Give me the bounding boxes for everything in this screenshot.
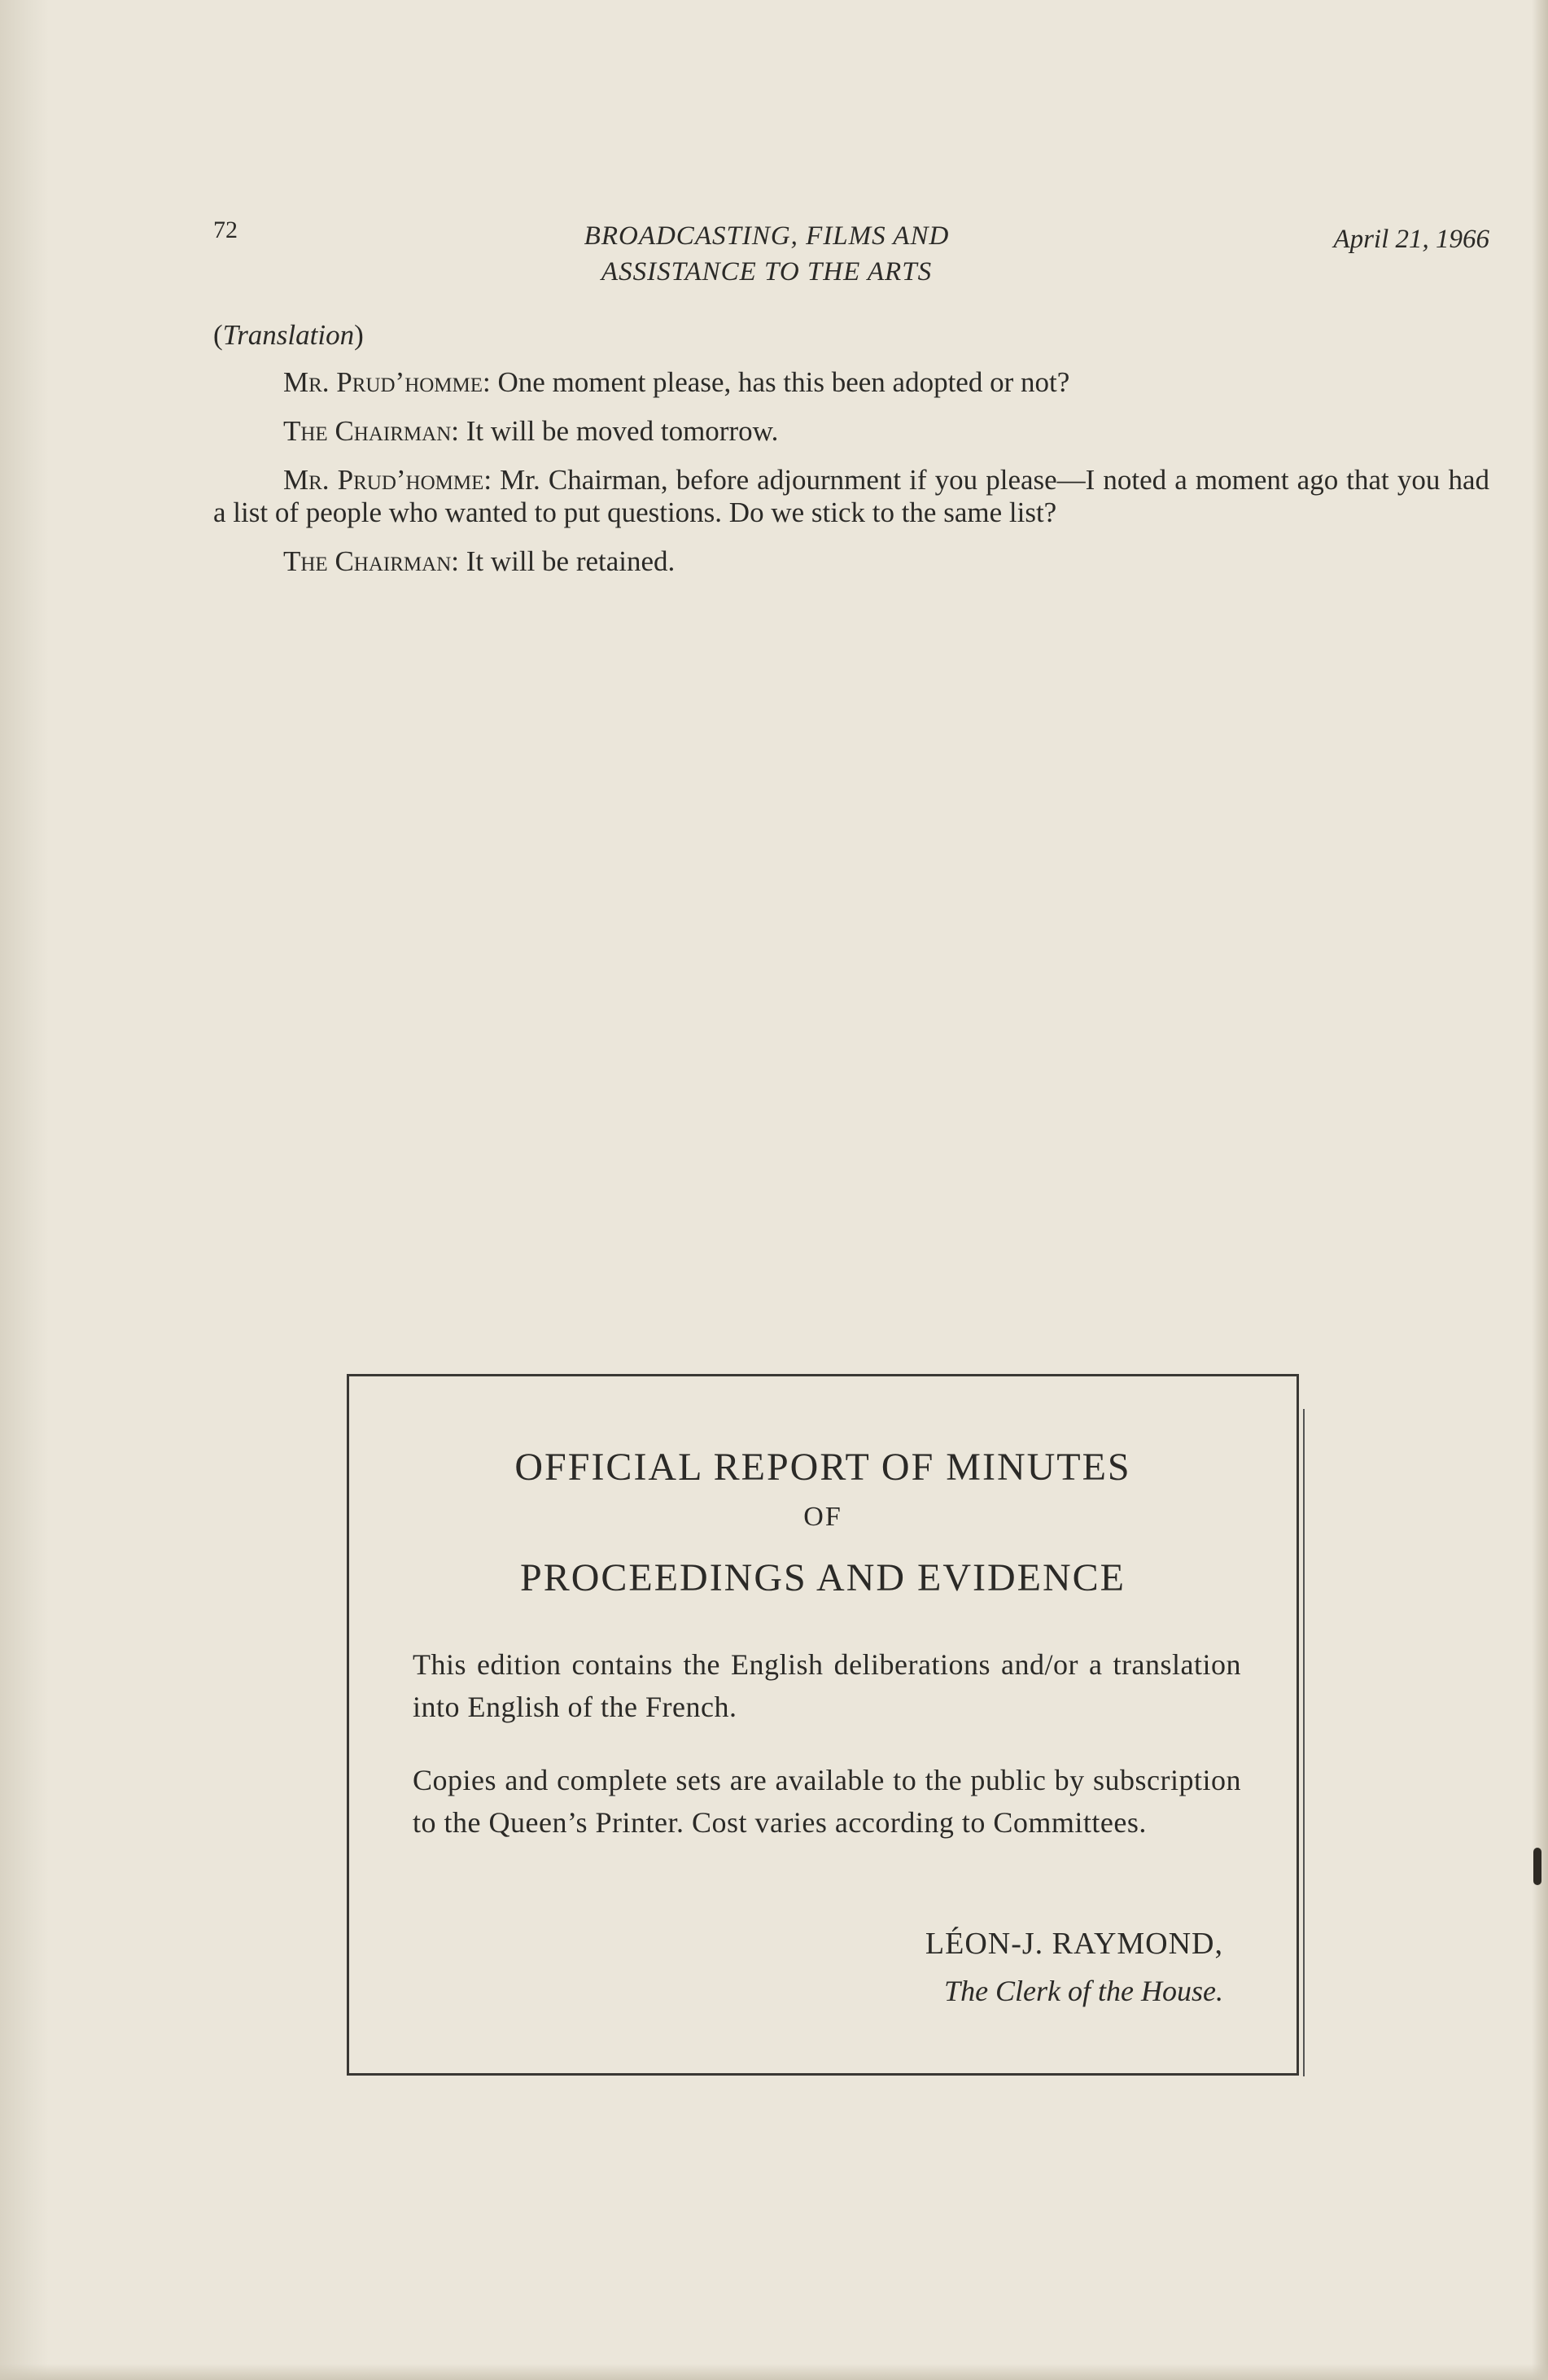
official-report-notice: [347, 1374, 1299, 2076]
notice-subscription-note: Copies and complete sets are available to the public by subscription to the Queen’s Printer. Cost varies according to Committees.: [413, 1764, 1241, 1839]
running-title-line-2: ASSISTANCE TO THE ARTS: [601, 257, 933, 287]
language-note: (Translation): [213, 319, 364, 351]
page-date: April 21, 1966: [1333, 225, 1489, 254]
speaker-name: The Chairman: [283, 415, 452, 447]
speech-entry: [213, 464, 1489, 529]
page-edge-bottom: [0, 2364, 1548, 2380]
notice-title-line-2: OF: [803, 1502, 842, 1532]
notice-title-line-1: OFFICIAL REPORT OF MINUTES: [514, 1446, 1131, 1489]
page-edge-right: [1532, 0, 1548, 2380]
speaker-name: The Chairman: [283, 545, 452, 577]
signature-name: LÉON-J. RAYMOND,: [925, 1927, 1223, 1961]
running-title: [514, 218, 1019, 290]
page-header: [213, 213, 1489, 303]
speech-entry: [213, 545, 1489, 578]
notice-edition-note: This edition contains the English deliberations and/or a translation into English of the French.: [413, 1648, 1241, 1723]
speech-text: : Mr. Chairman, before adjournment if you please—I noted a moment ago that you had a list of people who wanted to put questions. Do we stick to the same list?: [213, 464, 1489, 528]
speaker-name: Mr. Prud’homme: [283, 464, 484, 496]
language-note-label: Translation: [222, 319, 355, 351]
notice-title-line-3: PROCEEDINGS AND EVIDENCE: [520, 1556, 1126, 1599]
page-edge-left: [0, 0, 49, 2380]
speech-text: : It will be moved tomorrow.: [451, 415, 779, 447]
running-title-line-1: BROADCASTING, FILMS AND: [584, 221, 950, 251]
speech-entry: [213, 415, 1489, 448]
speech-text: : It will be retained.: [451, 545, 676, 577]
signature-role: The Clerk of the House.: [944, 1975, 1223, 2007]
notice-signature: [925, 1920, 1223, 2015]
speech-entry: [213, 366, 1489, 399]
speaker-name: Mr. Prud’homme: [283, 366, 483, 398]
speech-text: : One moment please, has this been adopted or not?: [483, 366, 1070, 398]
notice-box-shadow: [1298, 1409, 1305, 2076]
binding-mark: [1533, 1848, 1541, 1885]
proceedings-text: [213, 319, 1489, 594]
page-number: 72: [213, 217, 238, 243]
